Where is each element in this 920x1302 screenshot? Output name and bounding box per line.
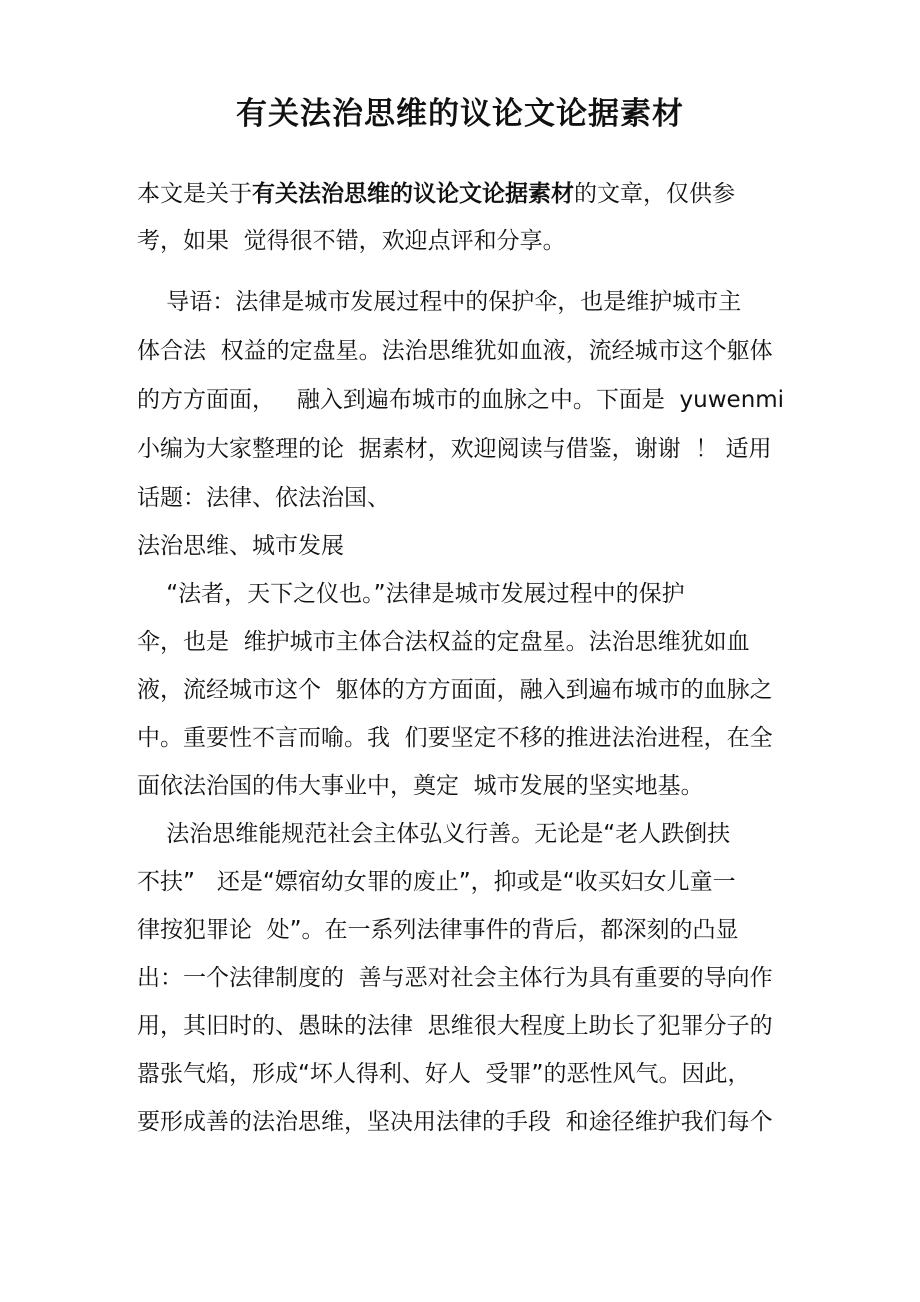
intro-line-2: 考，如果 觉得很不错，欢迎点评和分享。: [137, 228, 566, 254]
text-line: 出：一个法律制度的 善与恶对社会主体行为具有重要的导向作: [137, 965, 773, 991]
text-line: 要形成善的法治思维，坚决用法律的手段 和途径维护我们每个: [137, 1109, 773, 1135]
text-line: 中。重要性不言而喻。我 们要坚定不移的推进法治进程，在全: [137, 725, 773, 751]
intro-prefix: 本文是关于: [137, 181, 252, 207]
text-line: 律按犯罪论 处”。在一系列法律事件的背后，都深刻的凸显: [137, 917, 739, 943]
text-line: 话题：法律、依法治国、: [137, 485, 390, 511]
text-line: 面依法治国的伟大事业中，奠定 城市发展的坚实地基。: [137, 773, 704, 799]
text-line: 液，流经城市这个 躯体的方方面面，融入到遍布城市的血脉之: [137, 677, 773, 703]
text-line: 小编为大家整理的论 据素材，欢迎阅读与借鉴，谢谢 ！ 适用: [137, 436, 772, 462]
text-line: 的方方面面， 融入到遍布城市的血脉之中。下面是 yuwenmi: [137, 387, 785, 413]
text-line: “法者，天下之仪也。”法律是城市发展过程中的保护: [137, 581, 685, 607]
text-line: 法治思维、城市发展: [137, 533, 344, 559]
intro-line-1: [137, 178, 735, 210]
text-line: 嚣张气焰，形成“坏人得利、好人 受罪”的恶性风气。因此，: [137, 1061, 751, 1087]
text-line: 伞，也是 维护城市主体合法权益的定盘星。法治思维犹如血: [137, 629, 750, 655]
intro-suffix: 的文章，仅供参: [574, 181, 735, 207]
text-line: 不扶” 还是“嫖宿幼女罪的废止”，抑或是“收买妇女儿童一: [137, 869, 736, 895]
document-title: 有关法治思维的议论文论据素材: [236, 96, 684, 132]
text-line: 体合法 权益的定盘星。法治思维犹如血液，流经城市这个躯体: [137, 338, 773, 364]
text-line: 用，其旧时的、愚昧的法律 思维很大程度上助长了犯罪分子的: [137, 1013, 773, 1039]
intro-bold-title: 有关法治思维的议论文论据素材: [252, 181, 574, 207]
text-line: 导语：法律是城市发展过程中的保护伞，也是维护城市主: [137, 289, 742, 315]
text-line: 法治思维能规范社会主体弘义行善。无论是“老人跌倒扶: [137, 821, 731, 847]
